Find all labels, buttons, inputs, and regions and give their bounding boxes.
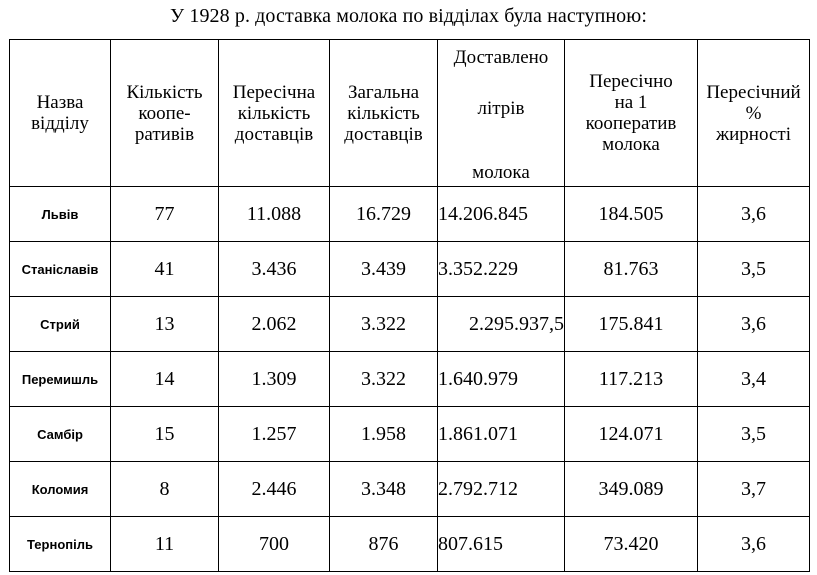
row-fat: 3,5: [698, 407, 810, 462]
row-avg-suppliers: 3.436: [219, 242, 330, 297]
row-coops: 14: [111, 352, 219, 407]
header-fat: Пересічний % жирності: [698, 40, 810, 187]
row-delivered: 1.861.071: [438, 407, 565, 462]
row-total-suppliers: 3.322: [330, 352, 438, 407]
row-coops: 77: [111, 187, 219, 242]
row-fat: 3,6: [698, 517, 810, 572]
table-caption: У 1928 р. доставка молока по відділах була наступною:: [170, 5, 647, 27]
row-fat: 3,7: [698, 462, 810, 517]
row-per-coop: 349.089: [565, 462, 698, 517]
row-per-coop: 81.763: [565, 242, 698, 297]
row-coops: 13: [111, 297, 219, 352]
row-name: Стрий: [10, 297, 111, 352]
table-row: [10, 242, 810, 297]
header-per-coop: Пересічно на 1 кооператив молока: [565, 40, 698, 187]
row-name: Тернопіль: [10, 517, 111, 572]
row-avg-suppliers: 2.062: [219, 297, 330, 352]
row-name: Станіславів: [10, 242, 111, 297]
milk-delivery-table: [9, 39, 810, 572]
row-delivered: 2.792.712: [438, 462, 565, 517]
row-name: Львів: [10, 187, 111, 242]
row-total-suppliers: 3.348: [330, 462, 438, 517]
row-avg-suppliers: 700: [219, 517, 330, 572]
table-row: [10, 462, 810, 517]
header-coops: Кількість коопе- ративів: [111, 40, 219, 187]
row-per-coop: 175.841: [565, 297, 698, 352]
row-name: Перемишль: [10, 352, 111, 407]
row-delivered: 3.352.229: [438, 242, 565, 297]
table-row: [10, 517, 810, 572]
row-fat: 3,5: [698, 242, 810, 297]
row-total-suppliers: 876: [330, 517, 438, 572]
row-delivered: 1.640.979: [438, 352, 565, 407]
table-row: [10, 187, 810, 242]
header-total-suppliers: Загальна кількість доставців: [330, 40, 438, 187]
row-coops: 8: [111, 462, 219, 517]
table-row: [10, 297, 810, 352]
row-per-coop: 184.505: [565, 187, 698, 242]
row-name: Самбір: [10, 407, 111, 462]
row-total-suppliers: 16.729: [330, 187, 438, 242]
row-per-coop: 73.420: [565, 517, 698, 572]
row-fat: 3,6: [698, 297, 810, 352]
row-avg-suppliers: 11.088: [219, 187, 330, 242]
row-coops: 41: [111, 242, 219, 297]
header-row: [10, 40, 810, 187]
row-total-suppliers: 3.439: [330, 242, 438, 297]
row-avg-suppliers: 1.309: [219, 352, 330, 407]
row-per-coop: 117.213: [565, 352, 698, 407]
row-fat: 3,4: [698, 352, 810, 407]
header-avg-suppliers: Пересічна кількість доставців: [219, 40, 330, 187]
row-coops: 15: [111, 407, 219, 462]
row-delivered: 807.615: [438, 517, 565, 572]
header-delivered: Доставлено літрів молока: [438, 40, 565, 187]
row-avg-suppliers: 1.257: [219, 407, 330, 462]
row-name: Коломия: [10, 462, 111, 517]
row-per-coop: 124.071: [565, 407, 698, 462]
row-coops: 11: [111, 517, 219, 572]
row-delivered: 14.206.845: [438, 187, 565, 242]
row-total-suppliers: 1.958: [330, 407, 438, 462]
header-name: Назва відділу: [10, 40, 111, 187]
table-row: [10, 352, 810, 407]
row-avg-suppliers: 2.446: [219, 462, 330, 517]
row-fat: 3,6: [698, 187, 810, 242]
table-row: [10, 407, 810, 462]
row-delivered: 2.295.937,5: [438, 297, 565, 352]
row-total-suppliers: 3.322: [330, 297, 438, 352]
